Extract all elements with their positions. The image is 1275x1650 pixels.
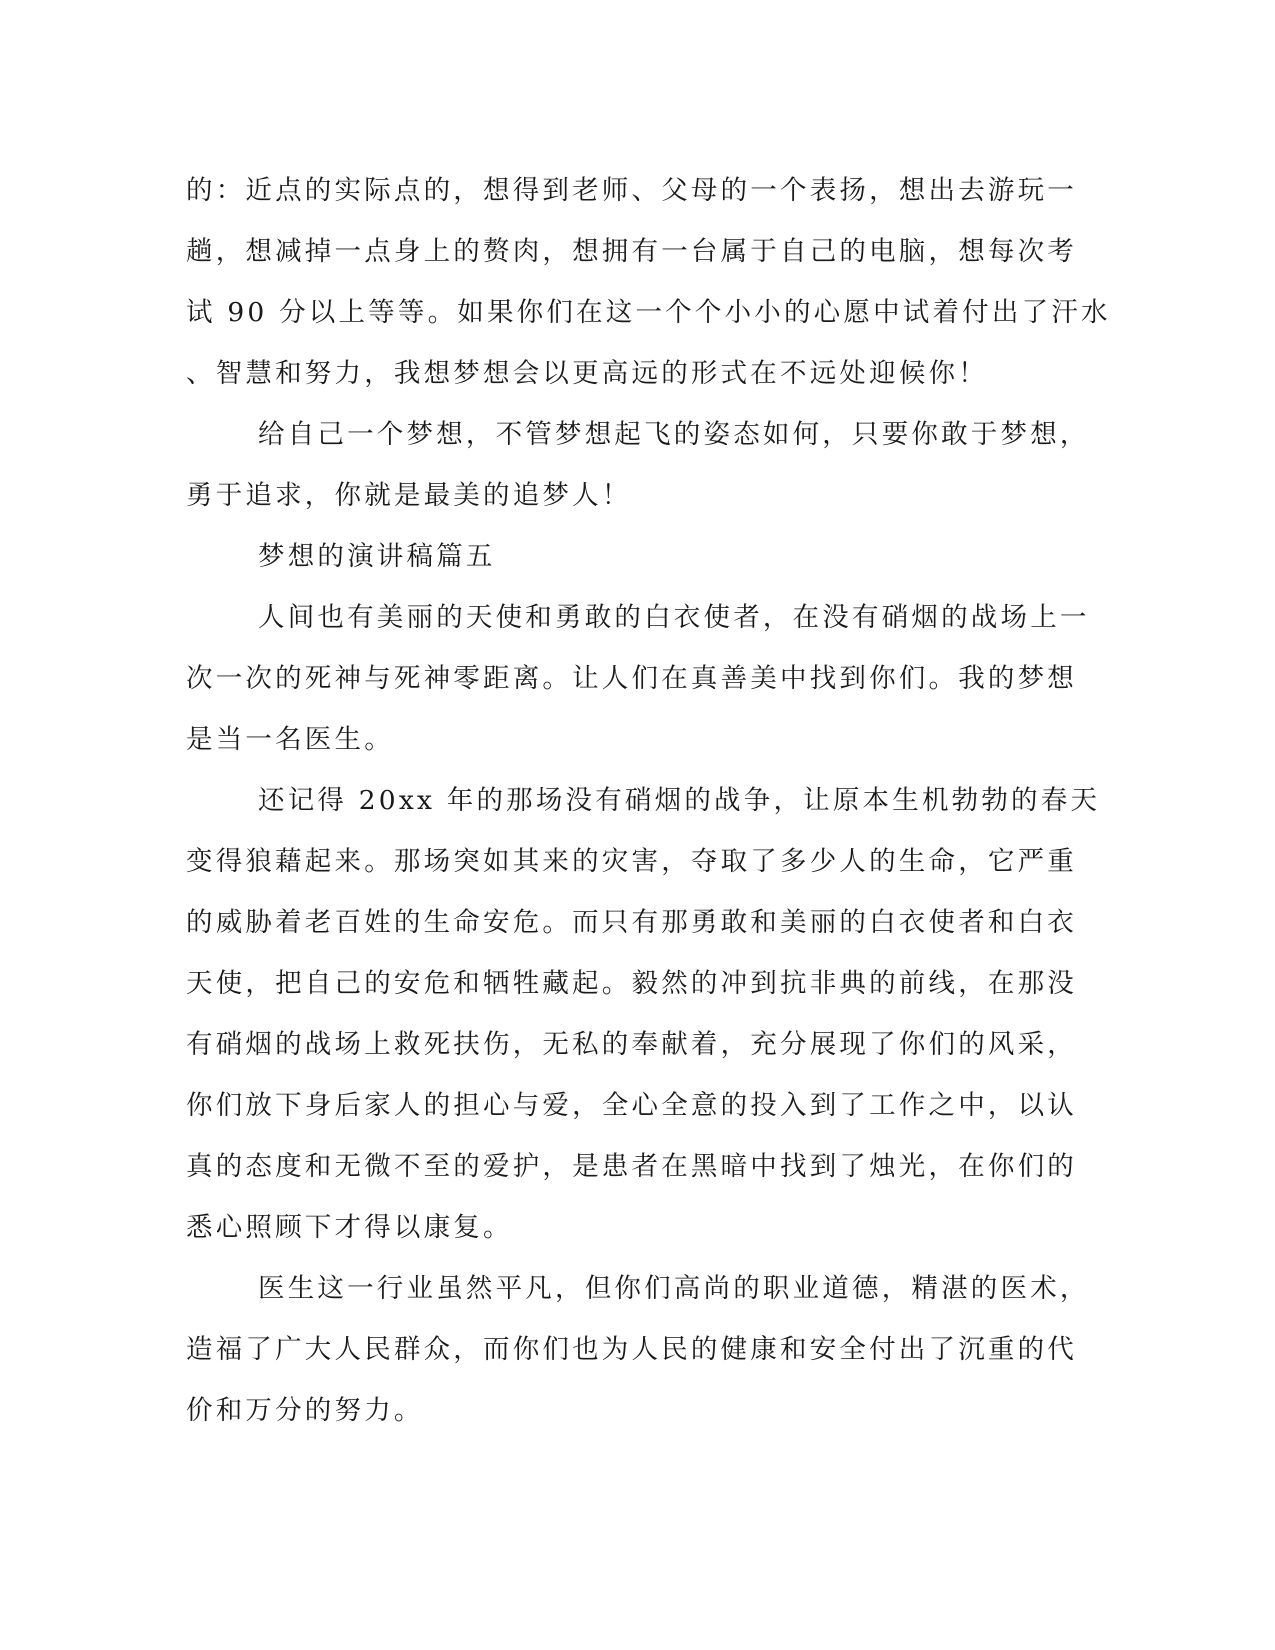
text-line: 是当一名医生。 [186,724,394,755]
text-line: 趟，想减掉一点身上的赘肉，想拥有一台属于自己的电脑，想每次考 [186,236,1077,267]
text-line: 造福了广大人民群众，而你们也为人民的健康和安全付出了沉重的代 [186,1334,1077,1365]
text-line: 你们放下身后家人的担心与爱，全心全意的投入到了工作之中，以认 [186,1090,1077,1121]
text-line: 价和万分的努力。 [186,1395,424,1426]
paragraph-first-line: 医生这一行业虽然平凡，但你们高尚的职业道德，精湛的医术， [258,1273,1090,1304]
text-line: 的：近点的实际点的，想得到老师、父母的一个表扬，想出去游玩一 [186,175,1077,206]
document-body [186,160,1111,1441]
text-line: 、智慧和努力，我想梦想会以更高远的形式在不远处迎候你！ [186,358,988,389]
paragraph-first-line: 还记得 20xx 年的那场没有硝烟的战争，让原本生机勃勃的春天 [258,785,1101,816]
paragraph-first-line: 给自己一个梦想，不管梦想起飞的姿态如何，只要你敢于梦想， [258,419,1090,450]
text-line: 真的态度和无微不至的爱护，是患者在黑暗中找到了烛光，在你们的 [186,1151,1077,1182]
text-line: 天使，把自己的安危和牺牲藏起。毅然的冲到抗非典的前线，在那没 [186,968,1077,999]
text-line: 悉心照顾下才得以康复。 [186,1212,513,1243]
paragraph-first-line: 人间也有美丽的天使和勇敢的白衣使者，在没有硝烟的战场上一 [258,602,1090,633]
text-line: 次一次的死神与死神零距离。让人们在真善美中找到你们。我的梦想 [186,663,1077,694]
section-heading: 梦想的演讲稿篇五 [258,541,496,572]
text-line: 勇于追求，你就是最美的追梦人！ [186,480,632,511]
text-line: 的威胁着老百姓的生命安危。而只有那勇敢和美丽的白衣使者和白衣 [186,907,1077,938]
text-line: 有硝烟的战场上救死扶伤，无私的奉献着，充分展现了你们的风采， [186,1029,1077,1060]
text-line: 试 90 分以上等等。如果你们在这一个个小小的心愿中试着付出了汗水 [186,297,1111,328]
text-line: 变得狼藉起来。那场突如其来的灾害，夺取了多少人的生命，它严重 [186,846,1077,877]
